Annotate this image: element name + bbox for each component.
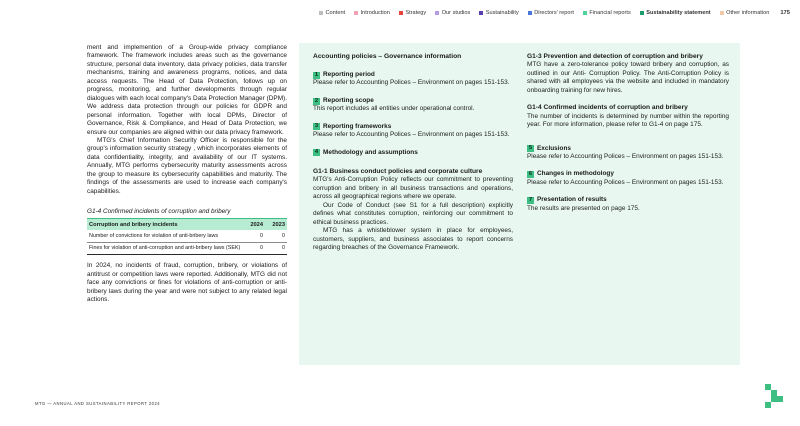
table-cell-value: 0 bbox=[265, 230, 287, 242]
nav-swatch-icon bbox=[479, 11, 483, 15]
logo-square bbox=[771, 396, 777, 402]
section-methodology bbox=[313, 149, 513, 157]
section-reporting-frameworks bbox=[313, 123, 513, 140]
table-cell-value: 0 bbox=[265, 242, 287, 255]
nav-label: Directors' report bbox=[534, 10, 574, 16]
section-body: Please refer to Accounting Polices – Environment on pages 151-153. bbox=[313, 79, 510, 87]
nav-label: Sustainability bbox=[485, 10, 519, 16]
table-header-cell: Corruption and bribery incidents bbox=[87, 219, 243, 231]
logo-square bbox=[777, 396, 783, 402]
section-number-badge: 7 bbox=[528, 196, 533, 203]
nav-item-content[interactable] bbox=[319, 10, 345, 16]
section-heading bbox=[527, 145, 729, 153]
section-body: Please refer to Accounting Polices – Environment on pages 151-153. bbox=[527, 178, 724, 186]
section-heading bbox=[527, 170, 729, 178]
table-cell-value: 0 bbox=[243, 242, 265, 255]
section-number-badge: 4 bbox=[314, 149, 319, 156]
section-heading-text: Exclusions bbox=[537, 144, 571, 152]
section-body: Please refer to Accounting Polices – Environment on pages 151-153. bbox=[527, 152, 724, 160]
subsection-heading: G1-1 Business conduct policies and corporate culture bbox=[313, 167, 483, 175]
nav-swatch-icon bbox=[399, 11, 403, 15]
section-heading bbox=[313, 123, 513, 131]
nav-item-other-information[interactable] bbox=[720, 10, 770, 16]
table-cell-label: Fines for violation of anti-corruption and anti-bribery laws (SEK) bbox=[87, 242, 243, 255]
nav-label: Content bbox=[325, 10, 346, 16]
nav-item-introduction[interactable] bbox=[354, 10, 390, 16]
nav-swatch-icon bbox=[583, 11, 587, 15]
table-row bbox=[87, 230, 287, 242]
nav-swatch-icon bbox=[435, 11, 439, 15]
subsection-heading: G1-4 Confirmed incidents of corruption and bribery bbox=[527, 104, 688, 112]
section-exclusions bbox=[527, 145, 729, 162]
section-heading bbox=[313, 97, 513, 105]
table-caption: G1-4 Confirmed incidents of corruption and bribery bbox=[87, 208, 231, 216]
top-navigation bbox=[319, 10, 790, 16]
section-heading-text: Presentation of results bbox=[537, 196, 607, 204]
nav-item-our-studios[interactable] bbox=[435, 10, 470, 16]
table-row bbox=[87, 242, 287, 255]
section-body: Our Code of Conduct (see S1 for a full description) explicitly defines what constitutes corruption, reinforcing our commitment to ethical business practices. bbox=[313, 201, 513, 226]
section-body: Please refer to Accounting Polices – Environment on pages 151-153. bbox=[313, 131, 510, 139]
logo-square bbox=[765, 402, 771, 408]
section-body: MTG has a whistleblower system in place for employees, customers, suppliers, and business associates to report concerns regarding breaches of the Governance Framework. bbox=[313, 227, 513, 252]
table-header-row bbox=[87, 219, 287, 231]
section-number-badge: 6 bbox=[528, 171, 533, 178]
table-header-cell: 2024 bbox=[243, 219, 265, 231]
nav-label: Other information bbox=[726, 10, 770, 16]
section-heading bbox=[313, 149, 513, 157]
nav-item-sustainability-statement[interactable] bbox=[640, 10, 711, 16]
section-heading-text: Reporting period bbox=[323, 71, 375, 78]
nav-item-sustainability[interactable] bbox=[479, 10, 518, 16]
nav-item-financial-reports[interactable] bbox=[583, 10, 631, 16]
nav-label: Sustainability statement bbox=[646, 10, 711, 16]
logo-square bbox=[765, 384, 771, 390]
section-reporting-period bbox=[313, 71, 513, 88]
logo-square bbox=[771, 390, 777, 396]
section-g1-1 bbox=[313, 168, 513, 252]
section-heading-text: Reporting scope bbox=[323, 96, 374, 104]
table-cell-label: Number of convictions for violation of anti-bribery laws bbox=[87, 230, 243, 242]
section-heading bbox=[527, 196, 729, 204]
section-changes-in-methodology bbox=[527, 170, 729, 187]
section-heading-text: Methodology and assumptions bbox=[323, 148, 418, 156]
page-number: 175 bbox=[780, 10, 790, 16]
section-heading-text: Changes in methodology bbox=[537, 170, 614, 178]
incidents-table bbox=[87, 218, 287, 255]
nav-swatch-icon bbox=[319, 11, 323, 15]
section-heading-text: Reporting frameworks bbox=[323, 122, 392, 130]
nav-label: Introduction bbox=[360, 10, 390, 16]
nav-swatch-icon bbox=[354, 11, 358, 15]
section-g1-4 bbox=[527, 104, 729, 129]
panel-column-left bbox=[313, 53, 513, 261]
body-paragraph: MTG's Chief Information Security Officer is responsible for the group's information security strategy , which incorporates elements of data confidentiality, integrity, and availability of our IT systems. Annually, MTG performs cybersecurity maturity assessments across the group to measure its cybersecurity capabilities and maturity. The findings of the assessments are used to increase each company's capabilities. bbox=[87, 136, 287, 195]
nav-label: Financial reports bbox=[589, 10, 631, 16]
table-cell-value: 0 bbox=[243, 230, 265, 242]
body-paragraph: ment and implemention of a Group-wide privacy compliance framework. The framework includes areas such as the governance structure, personal data inventory, data privacy policies, data transfer mechanisms, training and awareness programs, notices, and data access requests. The Head of Data Protection, follows up on progress, monitoring, and further developments through regular dialogues with each local company's Data Protection Manager (DPM). We address data protection through our policies for GDPR and personal information. Together with local DPMs, Director of Governance, Risk & Compliance, and Head of Data Protection, we ensure our companies are aligned within our data privacy framework. bbox=[87, 44, 287, 136]
section-reporting-scope bbox=[313, 97, 513, 114]
nav-label: Strategy bbox=[405, 10, 427, 16]
section-body: The number of incidents is determined by number within the reporting year. For more information, please refer to G1-4 on page 175. bbox=[527, 112, 729, 129]
footer-text: MTG — ANNUAL AND SUSTAINABILITY REPORT 2024 bbox=[35, 401, 160, 406]
body-paragraph: In 2024, no incidents of fraud, corruption, bribery, or violations of antitrust or competition laws were reported. Additionally, MTG did not face any convictions or fines for violations of anti-corruption or anti-bribery laws during the year and were not subject to any related legal actions. bbox=[87, 262, 287, 304]
section-body: MTG's Anti-Corruption Policy reflects our commitment to preventing corruption and bribery in all business transactions and operations, across all geographical regions where we operate. bbox=[313, 176, 513, 201]
mtg-logo-icon bbox=[765, 384, 783, 409]
nav-swatch-icon bbox=[528, 11, 532, 15]
nav-item-directors-report[interactable] bbox=[528, 10, 574, 16]
nav-swatch-icon bbox=[640, 11, 644, 15]
section-heading bbox=[313, 71, 513, 79]
section-body: This report includes all entities under operational control. bbox=[313, 105, 475, 113]
panel-title: Accounting policies – Governance information bbox=[313, 53, 462, 60]
nav-swatch-icon bbox=[720, 11, 724, 15]
left-column bbox=[87, 44, 287, 305]
section-g1-3 bbox=[527, 53, 729, 95]
nav-item-strategy[interactable] bbox=[399, 10, 426, 16]
subsection-heading: G1-3 Prevention and detection of corruption and bribery bbox=[527, 53, 703, 60]
nav-label: Our studios bbox=[441, 10, 471, 16]
accounting-policies-panel bbox=[299, 43, 740, 365]
section-presentation-of-results bbox=[527, 196, 729, 213]
table-header-cell: 2023 bbox=[265, 219, 287, 231]
section-number-badge: 3 bbox=[314, 123, 319, 130]
section-number-badge: 5 bbox=[528, 145, 533, 152]
section-number-badge: 1 bbox=[314, 71, 319, 78]
panel-column-right bbox=[527, 53, 729, 222]
section-number-badge: 2 bbox=[314, 97, 319, 104]
section-body: The results are presented on page 175. bbox=[527, 204, 640, 212]
section-body: MTG have a zero-tolerance policy toward bribery and corruption, as outlined in our Anti- Corruption Policy. The Anti-Corruption Policy is shared with all employees via the website and included in mandatory onboarding training for new hires. bbox=[527, 61, 729, 94]
